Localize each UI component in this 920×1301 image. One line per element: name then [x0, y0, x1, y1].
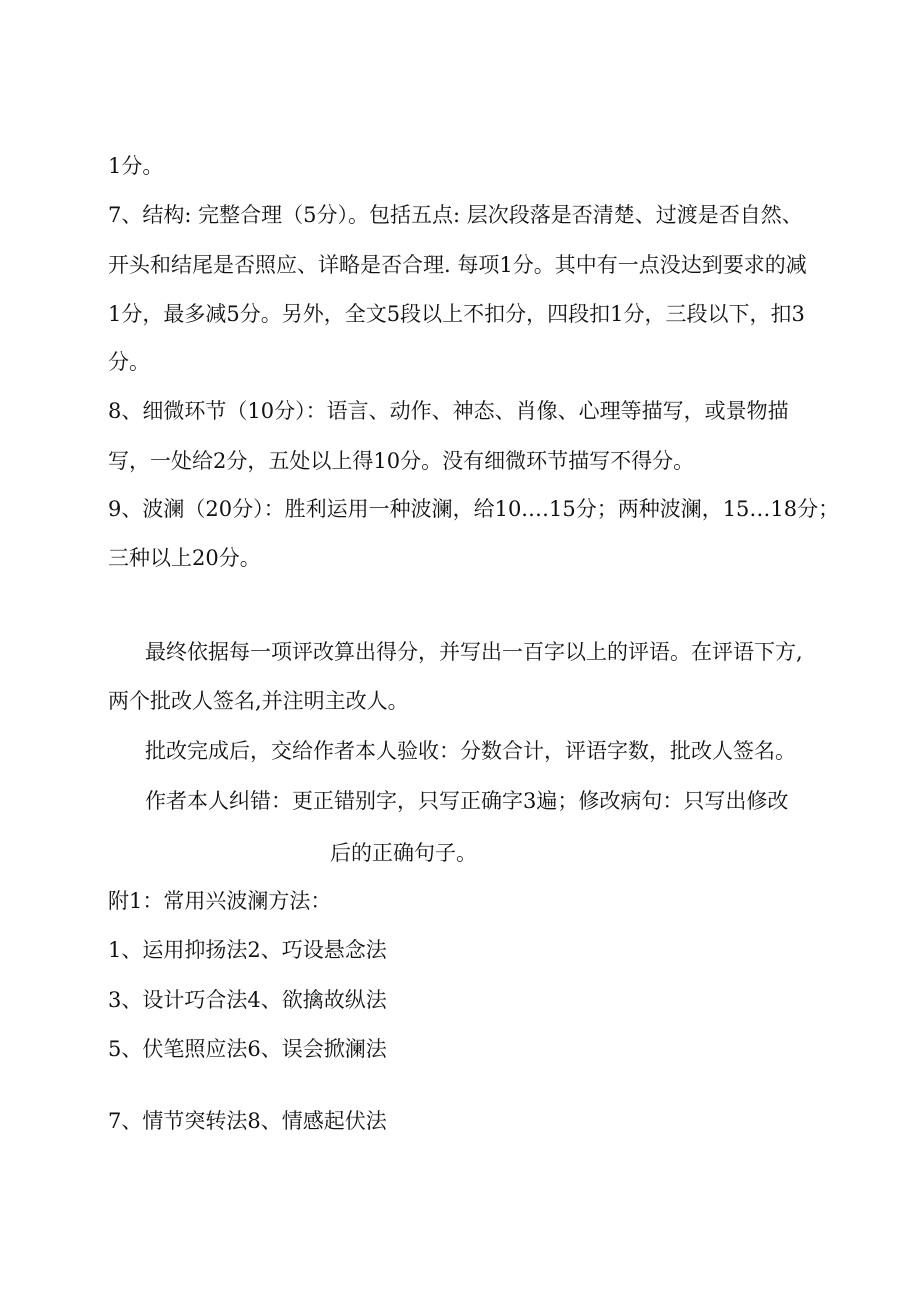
text-line: 附1：常用兴波澜方法： [108, 889, 332, 913]
text-line: 1分，最多减5分。另外，全文5段以上不扣分，四段扣1分，三段以下，扣3 [108, 302, 805, 326]
list-item: 1、运用抑扬法2、巧设悬念法 [108, 938, 387, 962]
list-item: 7、情节突转法8、情感起伏法 [108, 1109, 387, 1133]
text-line: 两个批改人签名,并注明主改人。 [108, 689, 409, 713]
text-line: 8、细微环节（10分）：语言、动作、神态、肖像、心理等描写，或景物描 [108, 399, 789, 423]
text-line: 7、结构: 完整合理（5分）。包括五点: 层次段落是否清楚、过渡是否自然、 [108, 203, 803, 227]
text-line: 三种以上20分。 [108, 546, 261, 570]
list-item: 3、设计巧合法4、欲擒故纵法 [108, 988, 387, 1012]
list-item: 5、伏笔照应法6、误会掀澜法 [108, 1037, 387, 1061]
text-line: 9、波澜（20分）：胜利运用一种波澜，给10.…15分；两种波澜，15…18分； [108, 497, 840, 521]
text-line: 分。 [108, 350, 150, 374]
text-line: 最终依据每一项评改算出得分，并写出一百字以上的评语。在评语下方, [145, 640, 803, 664]
text-line: 作者本人纠错：更正错别字，只写正确字3遍；修改病句：只写出修改 [145, 789, 789, 813]
text-line: 后的正确句子。 [330, 841, 477, 865]
text-line: 批改完成后，交给作者本人验收：分数合计，评语字数，批改人签名。 [145, 739, 796, 763]
text-line: 写，一处给2分，五处以上得10分。没有细微环节描写不得分。 [108, 449, 695, 473]
text-line: 1分。 [108, 154, 164, 178]
text-line: 开头和结尾是否照应、详略是否合理. 每项1分。其中有一点没达到要求的减 [108, 253, 807, 277]
